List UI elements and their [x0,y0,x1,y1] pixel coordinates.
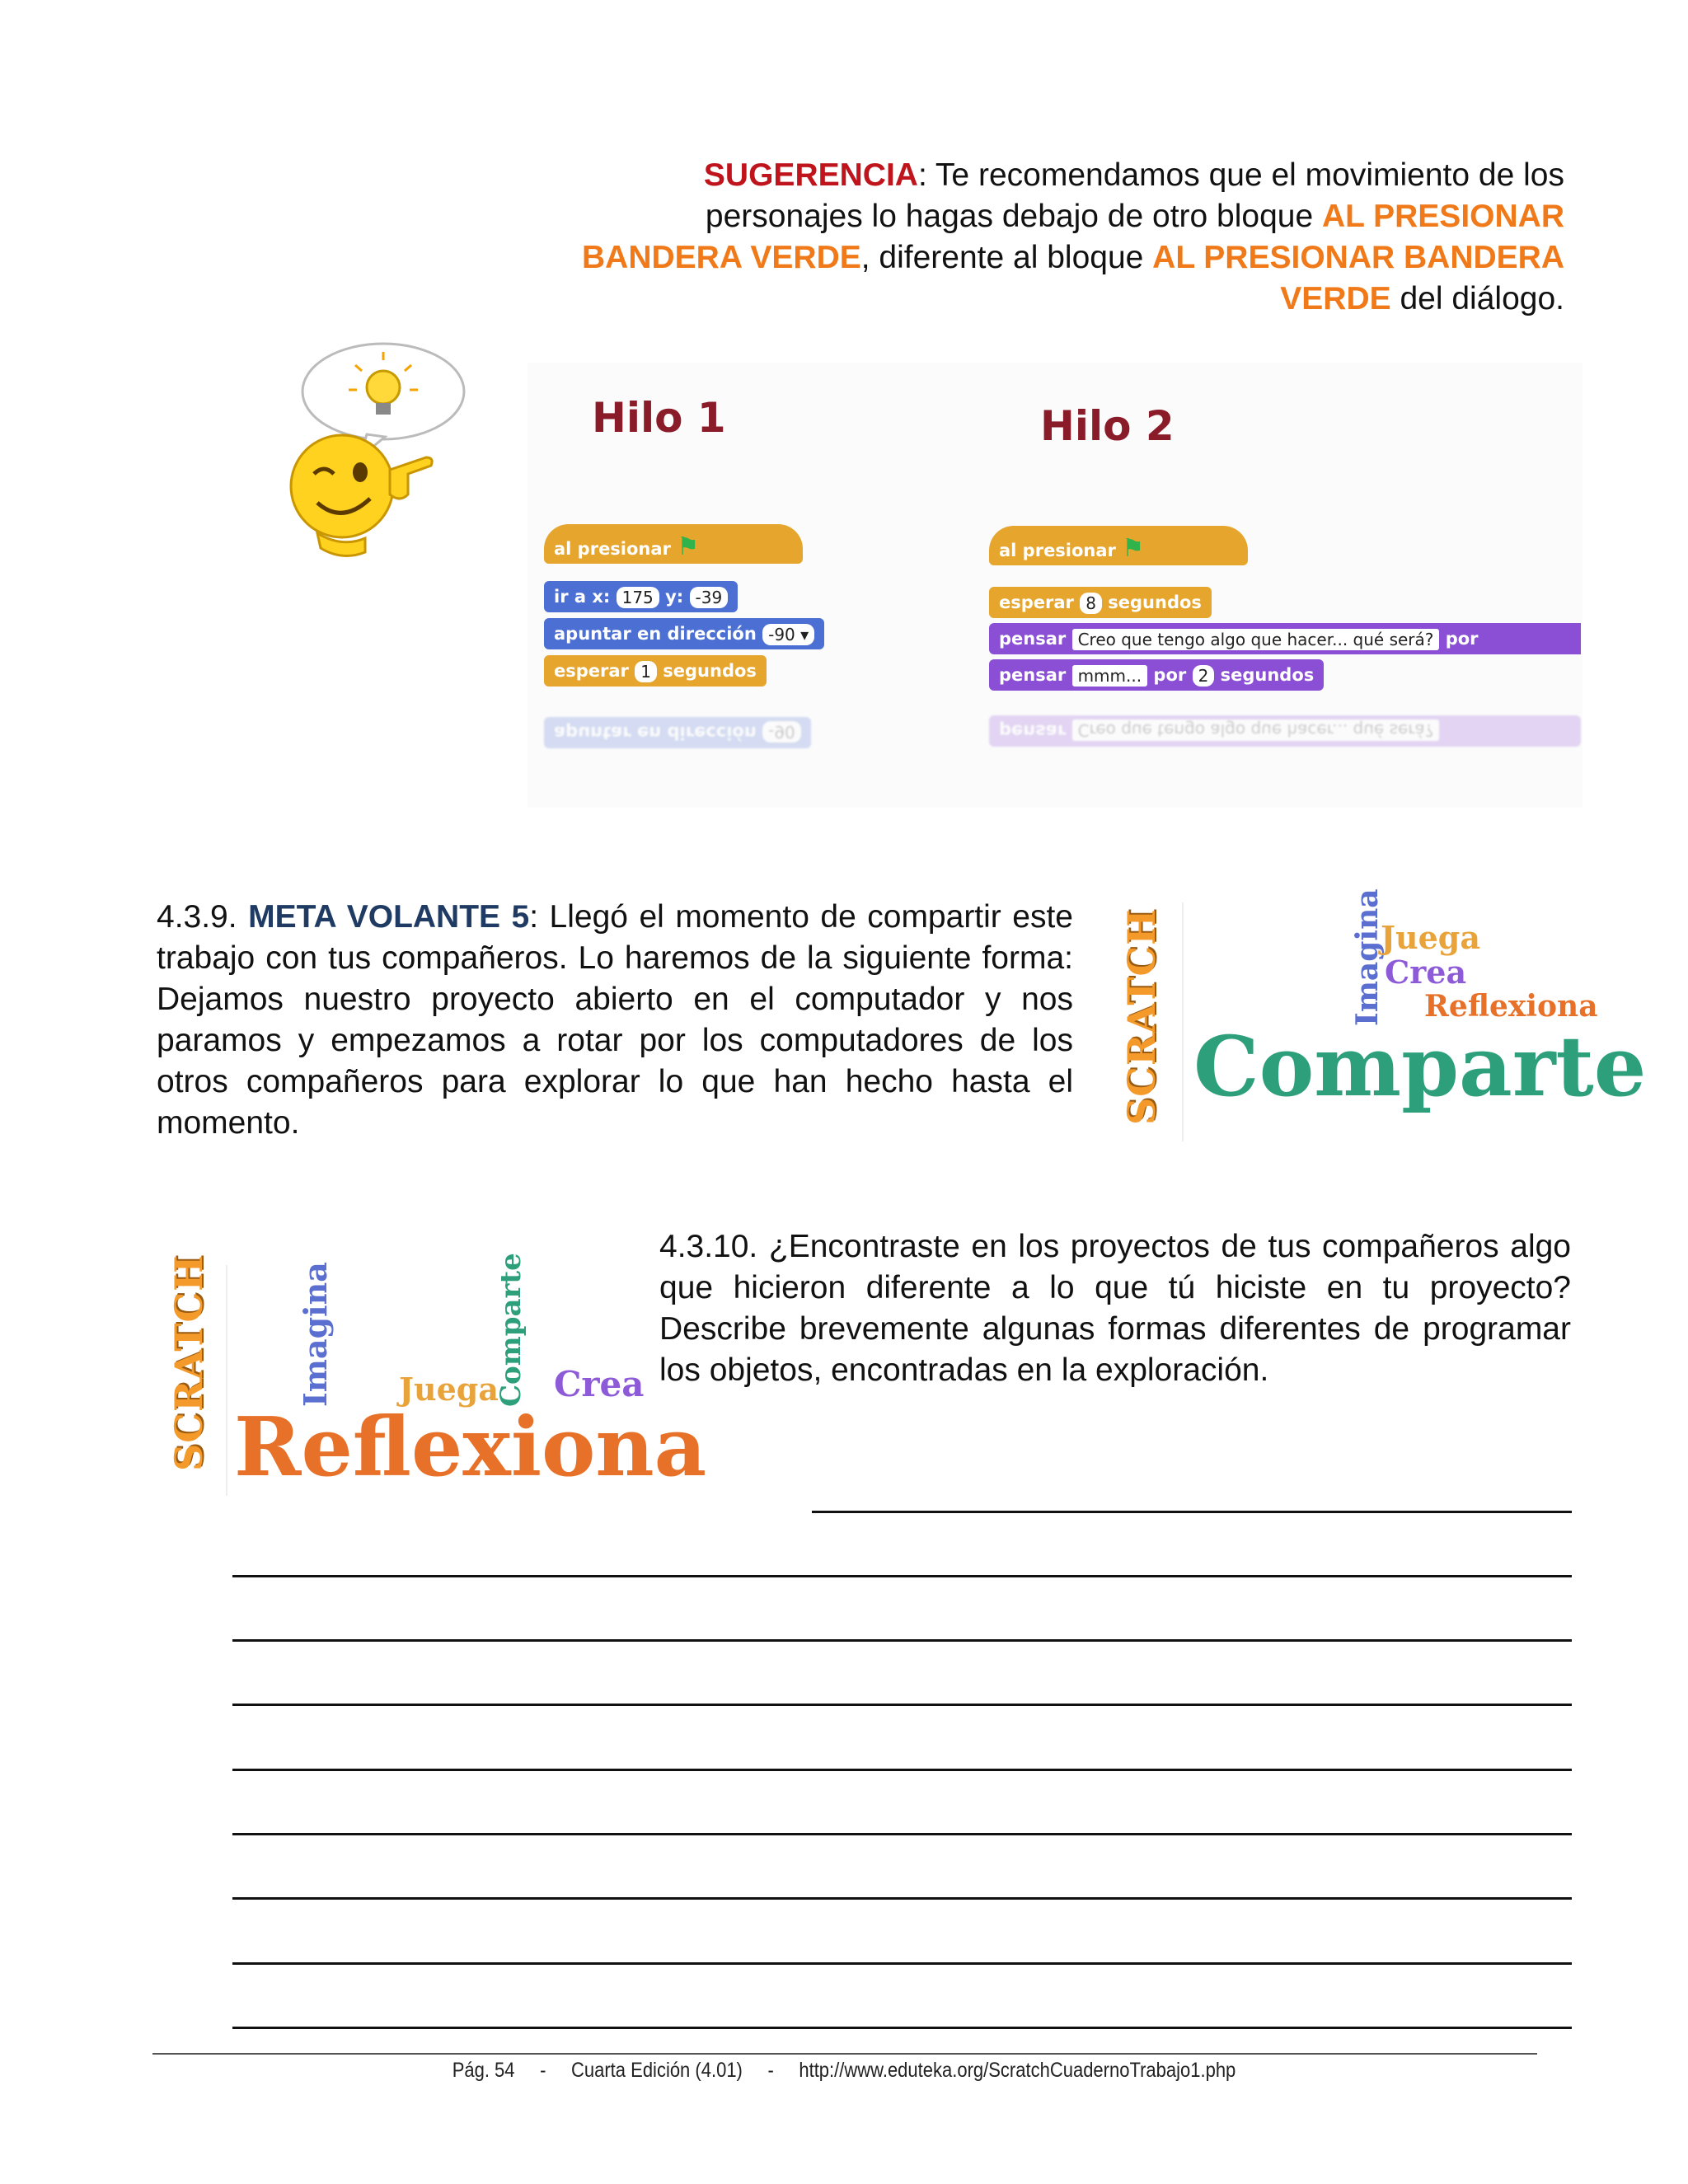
cloud1-comparte: Comparte [1193,1018,1647,1115]
cloud2-comparte: Comparte [495,1253,528,1407]
green-flag-icon: ⚑ [1122,534,1145,563]
hat-label: al presionar [554,539,671,559]
footer-sep-2: - [767,2059,774,2082]
goto-y-label: y: [665,587,684,607]
section-4310-paragraph [659,1226,1571,1391]
footer-url[interactable]: http://www.eduteka.org/ScratchCuadernoTrabajo1.php [799,2059,1236,2082]
section-439-number: 4.3.9. [157,899,237,935]
word-cloud-comparte [1113,888,1647,1141]
winking-smiley-icon [284,342,474,565]
dropdown-arrow-icon: ▾ [800,625,809,644]
point-value-text: -90 [768,625,795,644]
thread-1-hat-block [544,524,803,564]
cloud1-scratch: SCRATCH [1119,908,1164,1125]
word-cloud-reflexiona [158,1253,707,1496]
cloud2-crea: Crea [554,1364,645,1404]
answer-line[interactable] [232,1962,1572,1965]
goto-label: ir a x: [554,587,611,607]
goto-block [544,581,738,612]
cloud2-imagina: Imagina [297,1262,334,1407]
answer-line[interactable] [232,1575,1572,1577]
thread-1-reflection [544,717,811,748]
think2-label: pensar [999,665,1067,685]
cloud1-juega: Juega [1381,919,1480,956]
answer-line[interactable] [232,1897,1572,1900]
thread-2-wait-block [989,587,1212,618]
wait-label: esperar [999,593,1074,612]
footer-page: Pág. 54 [452,2059,515,2082]
section-4310-text: ¿Encontraste en los proyectos de tus compañeros algo que hicieron diferente a lo que tú hiciste en tu proyecto? Describe brevemente algunas formas diferentes de programar los objetos, encontradas en la exploración. [659,1229,1571,1388]
think2-value: mmm... [1072,665,1148,687]
thread-2-title: Hilo 2 [1040,402,1175,450]
wait-unit: segundos [1108,593,1202,612]
cloud2-juega: Juega [399,1371,499,1408]
thread-2-reflection [989,715,1581,747]
section-439-text: : Llegó el momento de compartir este trabajo con tus compañeros. Lo haremos de la siguiente forma: Dejamos nuestro proyecto abierto en el computador y nos paramos y empezamos a rotar por los computadores de los otros compañeros para explorar lo que han hecho hasta el momento. [157,899,1073,1141]
think-value: Creo que tengo algo que hacer... qué será? [1072,629,1440,650]
thread-1-title: Hilo 1 [592,394,726,442]
cloud1-imagina: Imagina [1350,888,1385,1026]
suggestion-highlight-2: AL PRESIONAR BANDERA VERDE [1152,240,1564,316]
reflection-value: -90 [762,721,801,743]
wait-unit: segundos [663,661,757,681]
page-footer [101,2059,1587,2083]
section-439-paragraph [157,897,1073,1144]
section-439-title: META VOLANTE 5 [248,899,530,935]
point-direction-block [544,618,824,649]
suggestion-text-1: : Te recomendamos que el movimiento de los personajes lo hagas debajo de otro bloque [705,157,1564,234]
footer-sep-1: - [540,2059,546,2082]
think-suffix: por [1445,629,1479,649]
answer-line[interactable] [232,1704,1572,1706]
think2-unit: segundos [1220,665,1315,685]
think2-por: por [1153,665,1187,685]
suggestion-paragraph [577,155,1564,320]
point-value [762,624,814,645]
suggestion-highlight-1: AL PRESIONAR BANDERA VERDE [581,199,1564,275]
hat-label: al presionar [999,541,1116,560]
suggestion-text-2: , diferente al bloque [860,240,1153,275]
point-label: apuntar en dirección [554,624,757,644]
think-label: pensar [999,629,1067,649]
think-timed-block [989,659,1324,691]
cloud2-reflexiona: Reflexiona [234,1400,707,1495]
wait-value: 1 [635,661,657,682]
section-4310-number: 4.3.10. [659,1229,758,1264]
reflection-value: Creo que tengo algo que hacer... qué será? [1072,719,1440,741]
answer-line[interactable] [232,2027,1572,2029]
footer-divider [152,2053,1537,2055]
thread-1-wait-block [544,655,767,687]
footer-edition: Cuarta Edición (4.01) [570,2059,743,2082]
suggestion-text-3: del diálogo. [1390,281,1564,316]
thread-2-hat-block [989,526,1248,565]
answer-line[interactable] [232,1769,1572,1771]
goto-y-value: -39 [690,587,729,608]
reflection-label: pensar [999,721,1067,741]
wait-label: esperar [554,661,629,681]
green-flag-icon: ⚑ [677,532,700,561]
think2-secs: 2 [1193,665,1215,687]
answer-line[interactable] [232,1833,1572,1835]
answer-line[interactable] [812,1511,1572,1513]
suggestion-label: SUGERENCIA [703,157,918,193]
cloud1-reflexiona: Reflexiona [1424,989,1598,1024]
cloud2-scratch: SCRATCH [166,1254,211,1471]
cloud1-crea: Crea [1385,954,1467,991]
goto-x-value: 175 [617,587,659,608]
think-block [989,623,1581,654]
wait-value: 8 [1080,593,1102,614]
answer-line[interactable] [232,1639,1572,1642]
reflection-label: apuntar en dirección [554,723,757,743]
